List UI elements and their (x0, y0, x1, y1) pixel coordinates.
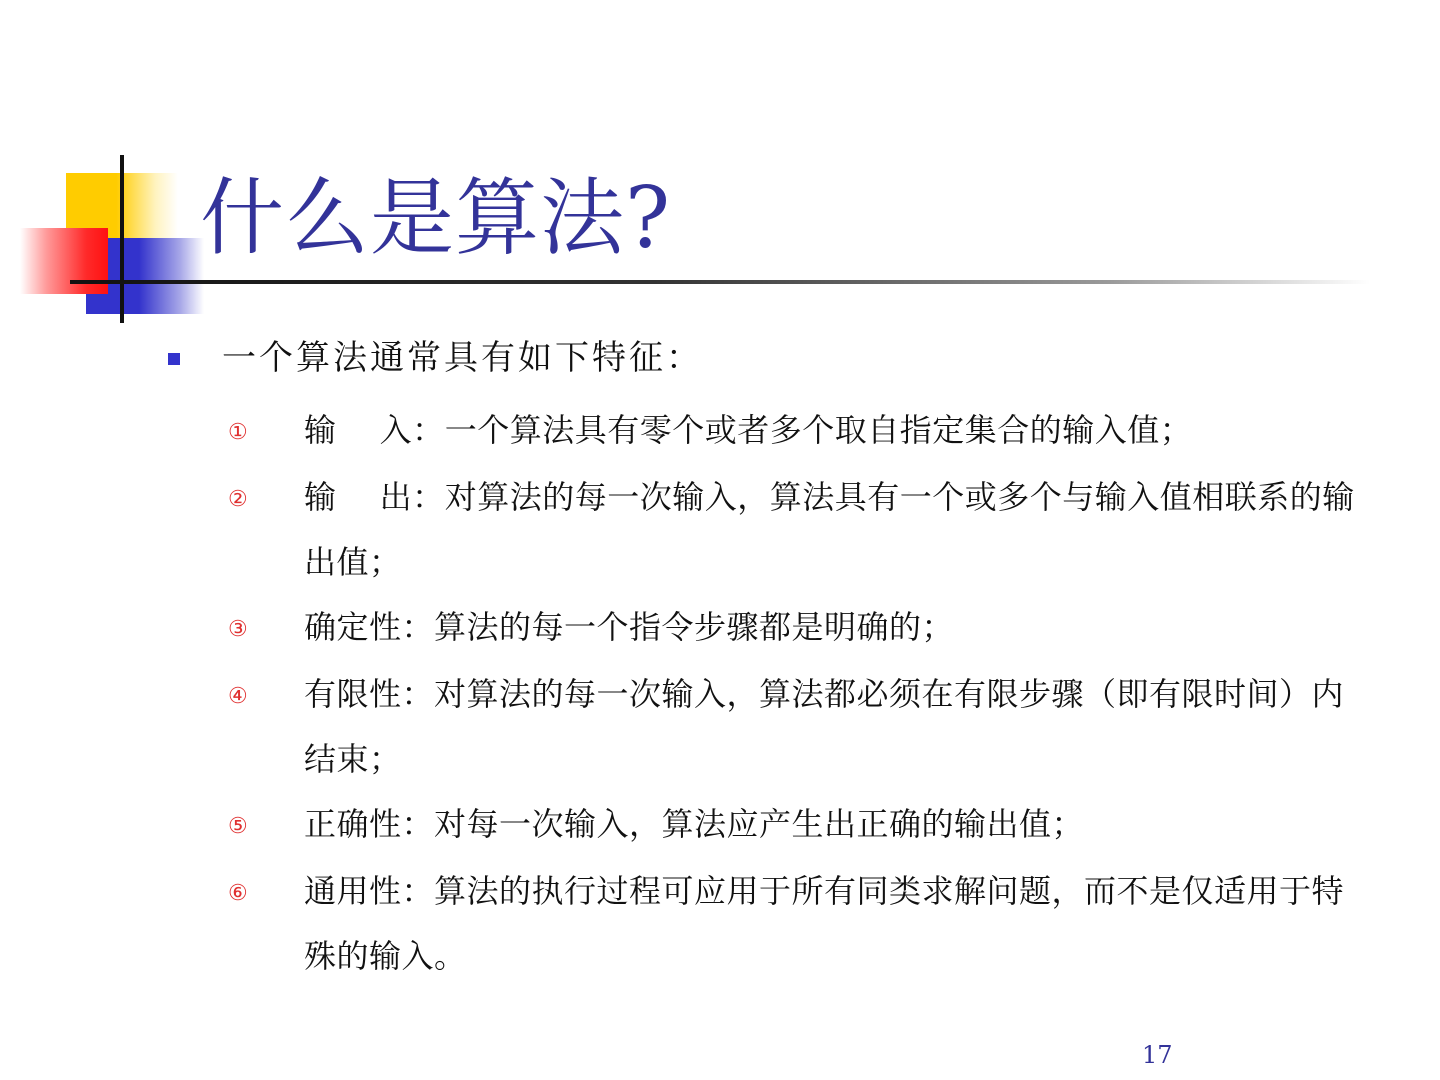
title-underline (70, 280, 1370, 284)
item-text (304, 398, 1358, 463)
list-item (228, 595, 1358, 662)
item-label: 输 入： (304, 411, 445, 449)
item-description: 一个算法具有零个或者多个取自指定集合的输入值； (444, 411, 1193, 449)
item-text (304, 662, 1358, 792)
item-text (304, 792, 1358, 857)
item-number: ③ (228, 617, 248, 642)
list-item (228, 859, 1358, 989)
logo-vertical-line (120, 155, 124, 323)
item-number: ⑤ (228, 814, 248, 839)
logo-red-block (20, 228, 108, 294)
list-item (228, 792, 1358, 859)
feature-list (228, 398, 1358, 989)
item-number: ② (228, 487, 248, 512)
item-text (304, 595, 1358, 660)
list-item (228, 465, 1358, 595)
intro-text: 一个算法通常具有如下特征： (222, 338, 703, 378)
item-text (304, 465, 1358, 595)
square-bullet-icon (168, 353, 180, 365)
item-description: 算法的每一个指令步骤都是明确的； (434, 608, 955, 646)
intro-bullet (168, 336, 703, 380)
slide-title: 什么是算法? (200, 169, 672, 267)
item-description: 对算法的每一次输入，算法具有一个或多个与输入值相联系的输出值； (304, 478, 1355, 581)
item-description: 算法的执行过程可应用于所有同类求解问题，而不是仅适用于特殊的输入。 (304, 872, 1345, 975)
page-number: 17 (1142, 1041, 1173, 1069)
list-item (228, 662, 1358, 792)
item-text (304, 859, 1358, 989)
item-label: 确定性： (304, 608, 435, 646)
list-item (228, 398, 1358, 465)
item-number: ⑥ (228, 881, 248, 906)
item-label: 通用性： (304, 872, 435, 910)
item-number: ④ (228, 684, 248, 709)
item-description: 对算法的每一次输入，算法都必须在有限步骤（即有限时间）内结束； (304, 675, 1345, 778)
item-label: 正确性： (304, 805, 435, 843)
item-label: 有限性： (304, 675, 435, 713)
item-description: 对每一次输入，算法应产生出正确的输出值； (434, 805, 1085, 843)
item-label: 输 出： (304, 478, 445, 516)
item-number: ① (228, 420, 248, 445)
